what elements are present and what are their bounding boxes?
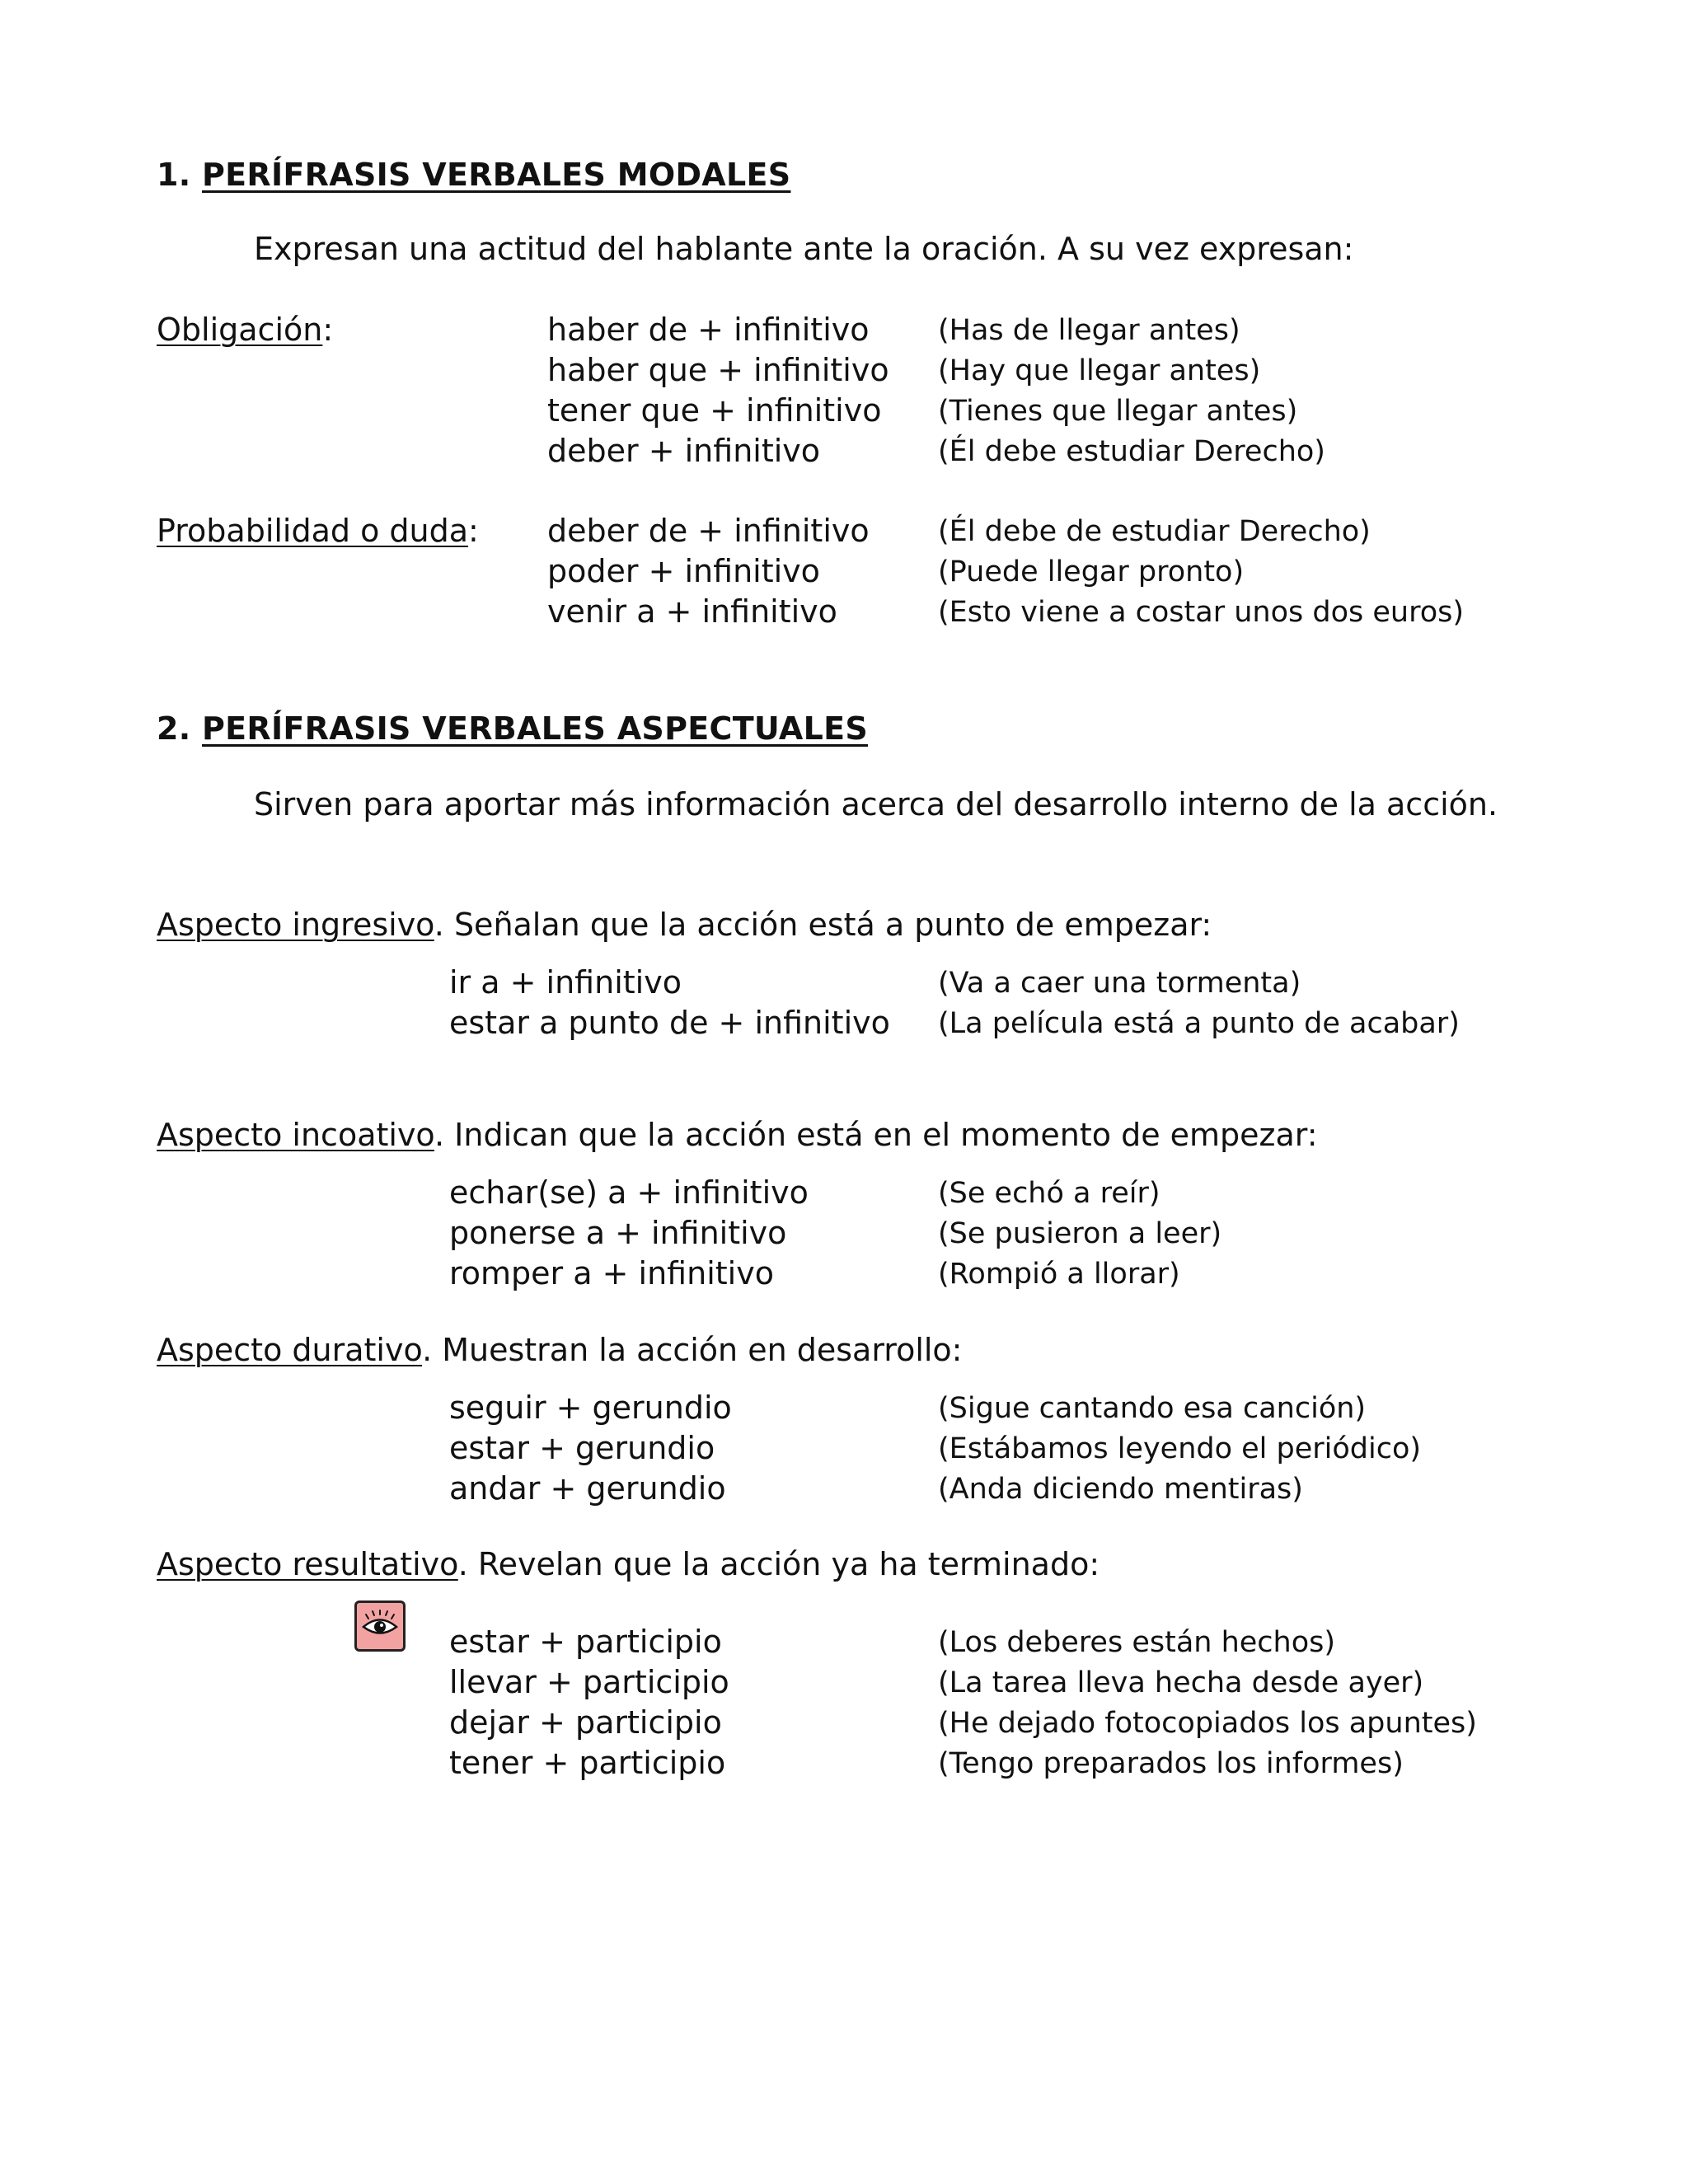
aspect-incoativo-line: Aspecto incoativo. Indican que la acción está en el momento de empezar: [157,1117,1318,1153]
periphrasis-example: (Él debe de estudiar Derecho) [938,515,1371,548]
section-1-number: 1. [157,157,191,193]
periphrasis-example: (Los deberes están hechos) [938,1626,1336,1659]
section-2-title: PERÍFRASIS VERBALES ASPECTUALES [202,710,869,747]
periphrasis-example: (Va a caer una tormenta) [938,967,1301,1000]
obligacion-label: Obligación: [157,312,334,348]
periphrasis-form: romper a + infinitivo [449,1255,774,1291]
section-1-title: PERÍFRASIS VERBALES MODALES [202,157,791,193]
periphrasis-form: dejar + participio [449,1704,722,1741]
periphrasis-form: estar + gerundio [449,1430,715,1466]
section-1-heading [157,157,790,193]
eye-icon [354,1601,406,1652]
periphrasis-example: (He dejado fotocopiados los apuntes) [938,1707,1477,1740]
periphrasis-example: (Has de llegar antes) [938,314,1240,347]
periphrasis-example: (Se echó a reír) [938,1177,1160,1210]
periphrasis-example: (Él debe estudiar Derecho) [938,435,1325,468]
periphrasis-form: haber que + infinitivo [547,352,889,388]
periphrasis-example: (Puede llegar pronto) [938,555,1245,588]
periphrasis-form: llevar + participio [449,1664,729,1700]
periphrasis-example: (La película está a punto de acabar) [938,1007,1460,1040]
section-1-intro: Expresan una actitud del hablante ante la oración. A su vez expresan: [254,231,1354,267]
periphrasis-example: (Anda diciendo mentiras) [938,1473,1303,1506]
periphrasis-example: (Tengo preparados los informes) [938,1747,1404,1780]
periphrasis-example: (La tarea lleva hecha desde ayer) [938,1666,1424,1699]
periphrasis-example: (Estábamos leyendo el periódico) [938,1432,1422,1465]
periphrasis-form: estar a punto de + infinitivo [449,1005,890,1041]
periphrasis-form: echar(se) a + infinitivo [449,1174,809,1211]
aspect-durativo-line: Aspecto durativo. Muestran la acción en desarrollo: [157,1332,963,1368]
periphrasis-form: ponerse a + infinitivo [449,1215,787,1251]
periphrasis-form: estar + participio [449,1624,722,1660]
probabilidad-label: Probabilidad o duda: [157,513,479,549]
periphrasis-example: (Sigue cantando esa canción) [938,1392,1367,1425]
periphrasis-example: (Tienes que llegar antes) [938,395,1298,428]
periphrasis-form: tener que + infinitivo [547,392,882,429]
periphrasis-example: (Se pusieron a leer) [938,1217,1222,1250]
section-2-heading [157,710,868,747]
aspect-ingresivo-line: Aspecto ingresivo. Señalan que la acción está a punto de empezar: [157,907,1212,943]
periphrasis-form: poder + infinitivo [547,553,820,589]
periphrasis-form: venir a + infinitivo [547,593,837,630]
periphrasis-example: (Rompió a llorar) [938,1258,1180,1291]
periphrasis-form: ir a + infinitivo [449,964,682,1001]
periphrasis-form: deber de + infinitivo [547,513,870,549]
section-2-intro: Sirven para aportar más información acerca del desarrollo interno de la acción. [254,786,1498,823]
periphrasis-form: deber + infinitivo [547,433,821,469]
periphrasis-form: seguir + gerundio [449,1390,732,1426]
periphrasis-example: (Hay que llegar antes) [938,354,1261,387]
periphrasis-form: tener + participio [449,1745,726,1781]
section-2-number: 2. [157,710,191,747]
periphrasis-example: (Esto viene a costar unos dos euros) [938,596,1464,629]
aspect-resultativo-line: Aspecto resultativo. Revelan que la acción ya ha terminado: [157,1546,1100,1582]
periphrasis-form: haber de + infinitivo [547,312,870,348]
periphrasis-form: andar + gerundio [449,1470,726,1507]
